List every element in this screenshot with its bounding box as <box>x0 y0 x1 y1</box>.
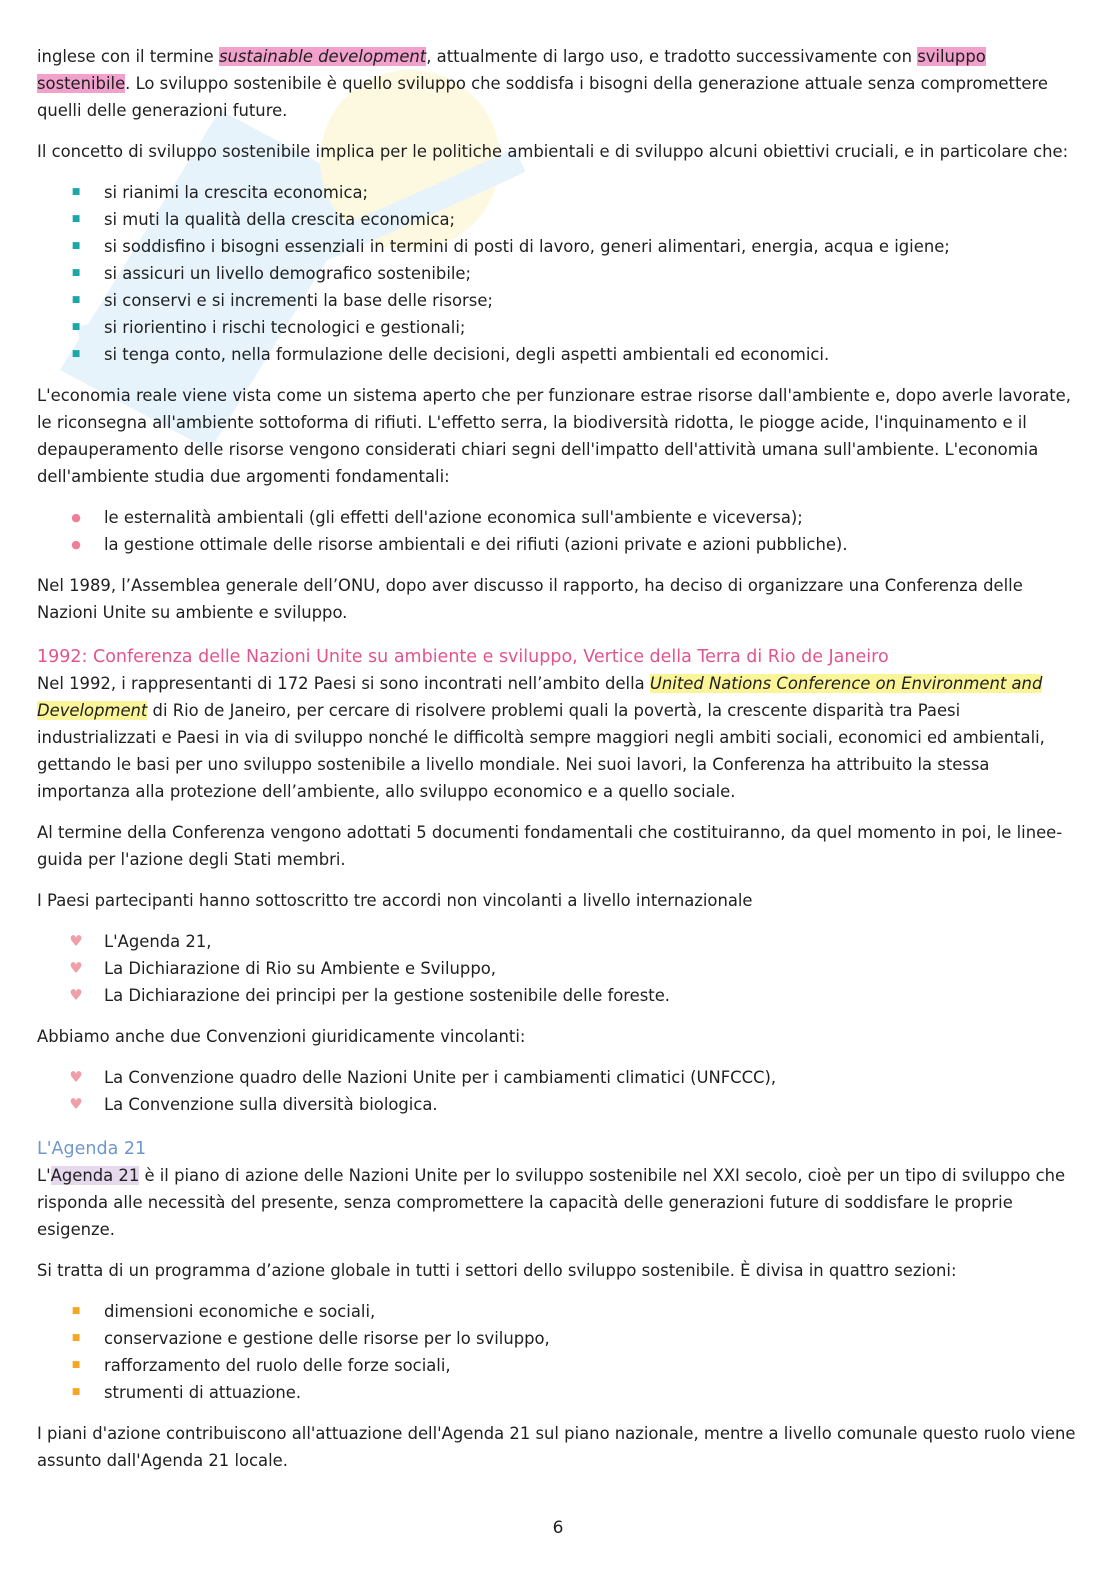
highlight-agenda-21: Agenda 21 <box>50 1166 140 1185</box>
section-heading-rio-1992: 1992: Conferenza delle Nazioni Unite su ambiente e sviluppo, Vertice della Terra di Rio de Janeiro <box>37 647 889 667</box>
topics-list <box>37 504 1077 558</box>
intro-paragraph: inglese con il termine sustainable development, attualmente di largo uso, e tradotto successivamente con sviluppo sostenibile. Lo sviluppo sostenibile è quello sviluppo che soddisfa i bisogni della generazione attuale senza compromettere quelli delle generazioni future. <box>37 47 1048 120</box>
objectives-list <box>37 179 1077 368</box>
list-item: ■ si conservi e si incrementi la base delle risorse; <box>37 287 1077 314</box>
dot-bullet-icon: ● <box>71 511 81 524</box>
heart-bullet-icon: ♥ <box>69 1095 83 1113</box>
square-bullet-icon: ■ <box>71 1360 81 1370</box>
list-item: ■ si muti la qualità della crescita economica; <box>37 206 1077 233</box>
list-item: ● le esternalità ambientali (gli effetti dell'azione economica sull'ambiente e viceversa); <box>37 504 1077 531</box>
square-bullet-icon: ■ <box>71 322 81 332</box>
list-item: ■ si assicuri un livello demografico sostenibile; <box>37 260 1077 287</box>
dot-bullet-icon: ● <box>71 538 81 551</box>
square-bullet-icon: ■ <box>71 295 81 305</box>
list-item: ■ si soddisfino i bisogni essenziali in termini di posti di lavoro, generi alimentari, energia, acqua e igiene; <box>37 233 1077 260</box>
paragraph-onu-1989: Nel 1989, l’Assemblea generale dell’ONU, dopo aver discusso il rapporto, ha deciso di organizzare una Conferenza delle Nazioni Unite su ambiente e sviluppo. <box>37 576 1023 622</box>
square-bullet-icon: ■ <box>71 349 81 359</box>
highlight-sustainable-development: sustainable development <box>218 47 427 66</box>
section-heading-agenda-21: L'Agenda 21 <box>37 1139 147 1159</box>
conventions-list <box>37 1064 1077 1118</box>
paragraph-documents: Al termine della Conferenza vengono adottati 5 documenti fondamentali che costituiranno, da quel momento in poi, le linee-guida per l'azione degli Stati membri. <box>37 823 1063 869</box>
list-item: ■ si rianimi la crescita economica; <box>37 179 1077 206</box>
heart-bullet-icon: ♥ <box>69 1068 83 1086</box>
list-item: ■ si tenga conto, nella formulazione delle decisioni, degli aspetti ambientali ed economici. <box>37 341 1077 368</box>
sections-list <box>37 1298 1077 1406</box>
agreements-list <box>37 928 1077 1009</box>
list-item: ♥ La Dichiarazione di Rio su Ambiente e Sviluppo, <box>37 955 1077 982</box>
paragraph-conventions: Abbiamo anche due Convenzioni giuridicamente vincolanti: <box>37 1027 526 1046</box>
list-item: ■ conservazione e gestione delle risorse per lo sviluppo, <box>37 1325 1077 1352</box>
document-page <box>37 43 1077 1488</box>
paragraph-action-plans: I piani d'azione contribuiscono all'attuazione dell'Agenda 21 sul piano nazionale, mentre a livello comunale questo ruolo viene assunto dall'Agenda 21 locale. <box>37 1424 1076 1470</box>
highlight-sviluppo-sostenibile: sviluppo sostenibile <box>37 47 986 93</box>
list-item: ● la gestione ottimale delle risorse ambientali e dei rifiuti (azioni private e azioni pubbliche). <box>37 531 1077 558</box>
list-item: ♥ La Dichiarazione dei principi per la gestione sostenibile delle foreste. <box>37 982 1077 1009</box>
paragraph-sections: Si tratta di un programma d’azione globale in tutti i settori dello sviluppo sostenibile. È divisa in quattro sezioni: <box>37 1261 957 1280</box>
square-bullet-icon: ■ <box>71 268 81 278</box>
paragraph-agreements: I Paesi partecipanti hanno sottoscritto tre accordi non vincolanti a livello internazionale <box>37 891 753 910</box>
list-item: ■ si riorientino i rischi tecnologici e gestionali; <box>37 314 1077 341</box>
list-item: ■ strumenti di attuazione. <box>37 1379 1077 1406</box>
square-bullet-icon: ■ <box>71 241 81 251</box>
square-bullet-icon: ■ <box>71 1333 81 1343</box>
paragraph-economy: L'economia reale viene vista come un sistema aperto che per funzionare estrae risorse dall'ambiente e, dopo averle lavorate, le riconsegna all'ambiente sottoforma di rifiuti. L'effetto serra, la biodiversità ridotta, le piogge acide, l'inquinamento e il depauperamento delle risorse vengono considerati chiari segni dell'impatto dell'attività umana sull'ambiente. L'economia dell'ambiente studia due argomenti fondamentali: <box>37 386 1071 486</box>
square-bullet-icon: ■ <box>71 1387 81 1397</box>
heart-bullet-icon: ♥ <box>69 932 83 950</box>
list-item: ■ rafforzamento del ruolo delle forze sociali, <box>37 1352 1077 1379</box>
list-item: ♥ La Convenzione quadro delle Nazioni Unite per i cambiamenti climatici (UNFCCC), <box>37 1064 1077 1091</box>
heart-bullet-icon: ♥ <box>69 986 83 1004</box>
highlight-unced: United Nations Conference on Environment and Development <box>37 674 1043 720</box>
square-bullet-icon: ■ <box>71 187 81 197</box>
paragraph-concept: Il concetto di sviluppo sostenibile implica per le politiche ambientali e di sviluppo alcuni obiettivi cruciali, e in particolare che: <box>37 142 1069 161</box>
paragraph-agenda-21: L'Agenda 21 è il piano di azione delle Nazioni Unite per lo sviluppo sostenibile nel XXI secolo, cioè per un tipo di sviluppo che risponda alle necessità del presente, senza compromettere la capacità delle generazioni future di soddisfare le proprie esigenze. <box>37 1166 1066 1239</box>
list-item: ■ dimensioni economiche e sociali, <box>37 1298 1077 1325</box>
square-bullet-icon: ■ <box>71 214 81 224</box>
square-bullet-icon: ■ <box>71 1306 81 1316</box>
page-number: 6 <box>552 1518 564 1538</box>
heart-bullet-icon: ♥ <box>69 959 83 977</box>
list-item: ♥ L'Agenda 21, <box>37 928 1077 955</box>
list-item: ♥ La Convenzione sulla diversità biologica. <box>37 1091 1077 1118</box>
paragraph-rio-conference: Nel 1992, i rappresentanti di 172 Paesi si sono incontrati nell’ambito della United Nations Conference on Environment and Development di Rio de Janeiro, per cercare di risolvere problemi quali la povertà, la crescente disparità tra Paesi industrializzati e Paesi in via di sviluppo nonché le difficoltà sempre maggiori negli ambiti sociali, economici ed ambientali, gettando le basi per uno sviluppo sostenibile a livello mondiale. Nei suoi lavori, la Conferenza ha attribuito la stessa importanza alla protezione dell’ambiente, allo sviluppo economico e a quello sociale. <box>37 674 1045 801</box>
